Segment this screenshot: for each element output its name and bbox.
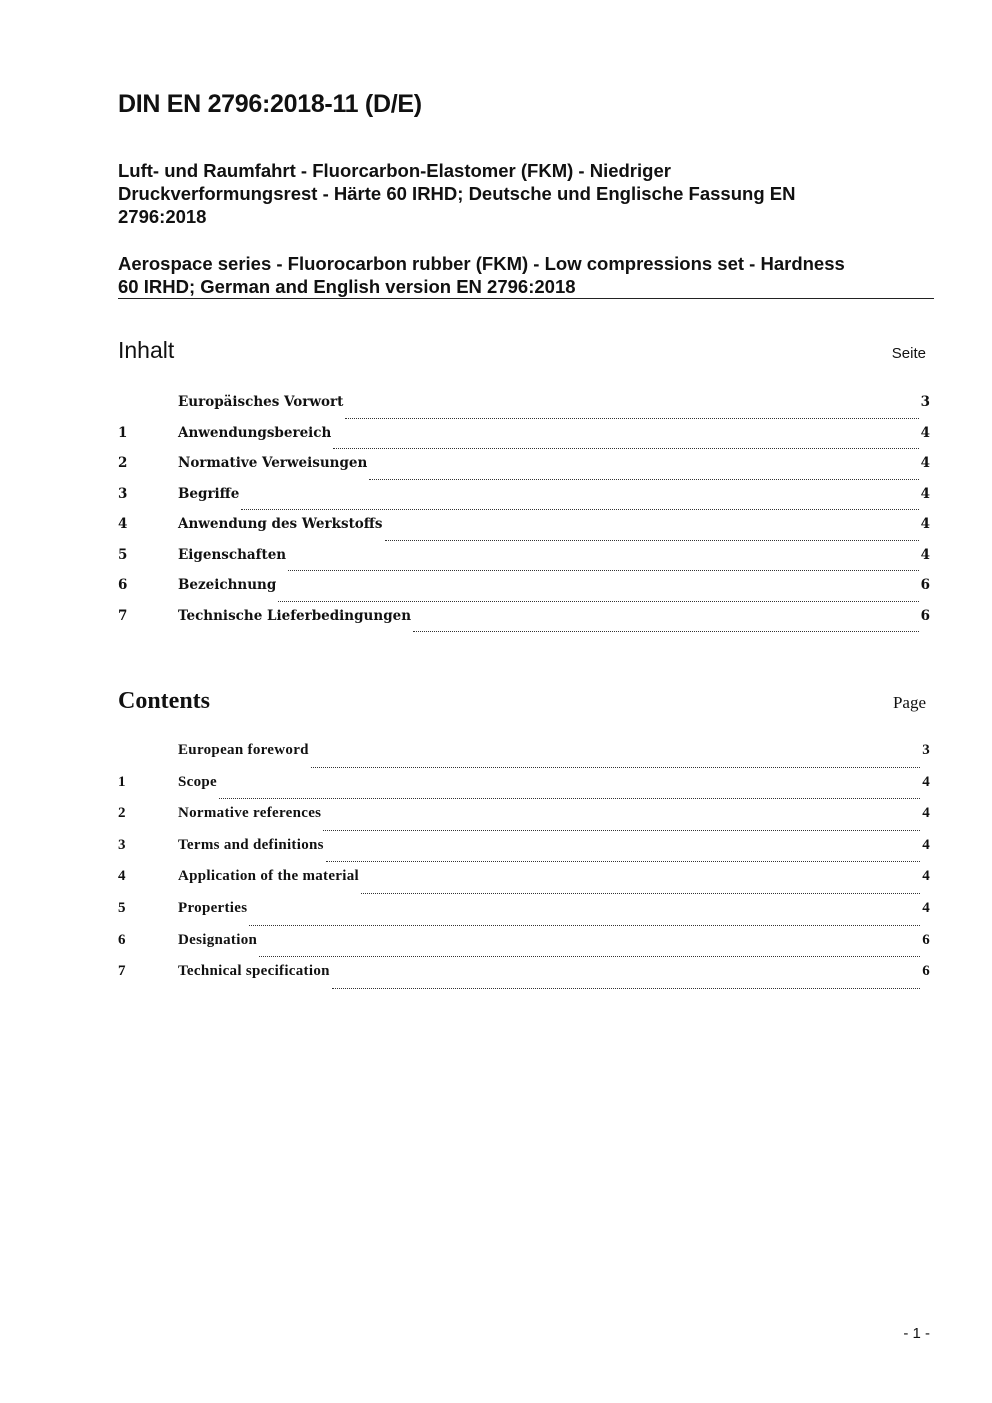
toc-entry-page: 6 — [920, 577, 930, 593]
toc-entry[interactable] — [118, 577, 930, 608]
toc-entry-page: 4 — [922, 868, 930, 885]
toc-leader-dots — [369, 478, 918, 480]
toc-entry-number: 5 — [118, 546, 128, 563]
toc-entry-page: 4 — [922, 836, 930, 853]
toc-entry-label: Europäisches Vorwort — [178, 394, 344, 410]
toc-entry-number: 1 — [118, 424, 128, 441]
title-german-line: 2796:2018 — [118, 206, 207, 227]
toc-entry-page: 4 — [920, 546, 930, 563]
toc-entry-number: 2 — [118, 805, 126, 822]
title-german-line: Luft- und Raumfahrt - Fluorcarbon-Elastomer (FKM) - Niedriger — [118, 160, 671, 181]
toc-entry-label: Begriffe — [178, 485, 240, 502]
title-german-line: Druckverformungsrest - Härte 60 IRHD; Deutsche und Englische Fassung EN — [118, 183, 796, 204]
toc-leader-dots — [311, 766, 920, 768]
toc-entry-label: Designation — [178, 931, 258, 948]
toc-leader-dots — [333, 447, 918, 449]
toc-german-list — [118, 394, 930, 638]
toc-entry-label: Anwendungsbereich — [178, 424, 332, 441]
toc-leader-dots — [259, 955, 920, 957]
toc-entry-label: Technische Lieferbedingungen — [178, 607, 412, 624]
toc-entry-number: 6 — [118, 931, 126, 948]
toc-entry-page: 4 — [922, 899, 930, 916]
toc-entry[interactable] — [118, 608, 930, 639]
toc-entry-label: Terms and definitions — [178, 836, 324, 853]
toc-entry-number: 2 — [118, 455, 128, 471]
toc-entry-label: Anwendung des Werkstoffs — [178, 516, 383, 532]
toc-entry-number: 7 — [118, 963, 126, 980]
toc-entry[interactable] — [118, 742, 930, 774]
title-english-line: Aerospace series - Fluorocarbon rubber (FKM) - Low compressions set - Hardness — [118, 253, 845, 274]
toc-leader-dots — [361, 892, 920, 894]
toc-entry-number: 7 — [118, 607, 128, 624]
toc-german-heading: Inhalt — [118, 337, 175, 363]
toc-leader-dots — [385, 539, 919, 541]
toc-leader-dots — [241, 508, 918, 510]
toc-leader-dots — [345, 417, 918, 419]
toc-entry-label: Scope — [178, 773, 217, 790]
toc-entry-page: 4 — [922, 773, 930, 790]
toc-leader-dots — [219, 797, 920, 799]
page-number: - 1 - — [903, 1325, 930, 1342]
title-german — [118, 159, 918, 228]
toc-entry[interactable] — [118, 547, 930, 578]
toc-entry-label: Technical specification — [178, 963, 330, 980]
toc-entry-page: 6 — [922, 931, 930, 948]
toc-german-header — [118, 337, 926, 364]
toc-entry-page: 4 — [920, 485, 930, 502]
toc-leader-dots — [278, 600, 918, 602]
toc-entry-number: 5 — [118, 899, 126, 916]
title-english-line: 60 IRHD; German and English version EN 2796:2018 — [118, 276, 576, 297]
toc-leader-dots — [249, 924, 920, 926]
toc-english-list — [118, 742, 930, 995]
toc-leader-dots — [326, 860, 920, 862]
toc-entry-page: 3 — [922, 742, 930, 758]
toc-entry[interactable] — [118, 774, 930, 806]
toc-entry-label: Application of the material — [178, 868, 359, 885]
toc-entry[interactable] — [118, 868, 930, 900]
toc-entry-label: Normative references — [178, 805, 322, 822]
toc-entry-page: 3 — [920, 394, 930, 410]
toc-entry[interactable] — [118, 963, 930, 995]
toc-entry-label: Normative Verweisungen — [178, 455, 368, 471]
toc-entry-page: 6 — [922, 963, 930, 980]
toc-entry[interactable] — [118, 394, 930, 425]
toc-entry[interactable] — [118, 455, 930, 486]
toc-entry-label: Eigenschaften — [178, 546, 287, 563]
document-title: DIN EN 2796:2018-11 (D/E) — [118, 90, 422, 118]
toc-entry-number: 6 — [118, 577, 128, 593]
toc-leader-dots — [332, 987, 920, 989]
toc-entry-number: 3 — [118, 485, 128, 502]
toc-entry-page: 4 — [920, 424, 930, 441]
toc-entry-number: 4 — [118, 868, 126, 885]
toc-entry[interactable] — [118, 805, 930, 837]
toc-entry-page: 6 — [920, 607, 930, 624]
toc-entry-number: 1 — [118, 773, 126, 790]
toc-english-header — [118, 688, 926, 715]
toc-entry[interactable] — [118, 516, 930, 547]
toc-german-page-label: Seite — [891, 345, 926, 362]
toc-entry-label: Bezeichnung — [178, 577, 277, 593]
toc-entry[interactable] — [118, 486, 930, 517]
toc-english-heading: Contents — [118, 688, 211, 714]
toc-entry[interactable] — [118, 932, 930, 964]
toc-entry[interactable] — [118, 837, 930, 869]
toc-leader-dots — [323, 829, 920, 831]
toc-entry-page: 4 — [920, 516, 930, 532]
toc-entry-page: 4 — [920, 455, 930, 471]
toc-entry-number: 3 — [118, 836, 126, 853]
toc-entry[interactable] — [118, 425, 930, 456]
title-divider — [118, 298, 934, 299]
toc-entry[interactable] — [118, 900, 930, 932]
toc-leader-dots — [288, 569, 919, 571]
toc-leader-dots — [413, 630, 919, 632]
toc-entry-label: European foreword — [178, 742, 309, 758]
toc-english-page-label: Page — [892, 693, 926, 712]
toc-entry-label: Properties — [178, 899, 248, 916]
title-english — [118, 252, 918, 298]
toc-entry-page: 4 — [922, 805, 930, 822]
toc-entry-number: 4 — [118, 516, 128, 532]
